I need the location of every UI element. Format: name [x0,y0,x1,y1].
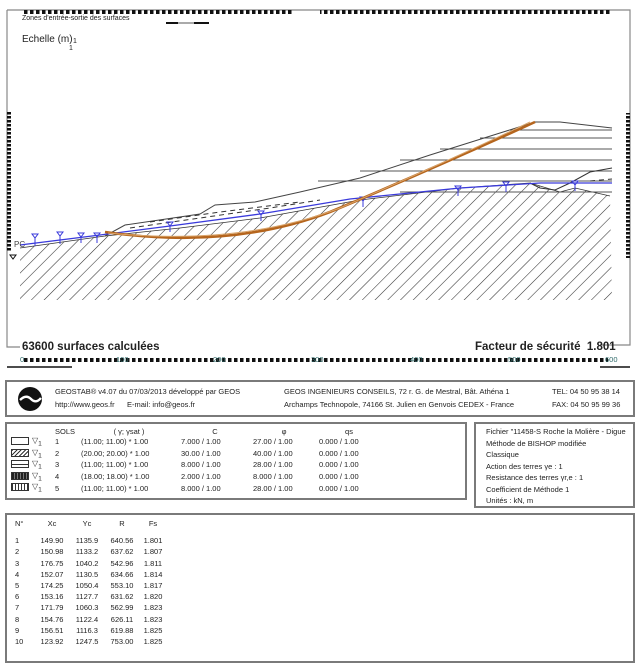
result-number: 9 [15,625,20,635]
reference-label: PC [14,240,26,249]
water-level-icon: $▽_1$ [32,470,42,483]
result-yc: 1122.4 [75,614,99,624]
result-fs: 1.823 [143,614,163,624]
result-radius: 640.56 [110,536,134,546]
soil-phi: 28.00 / 1.00 [253,460,293,470]
info-line: Resistance des terres γr,e : 1 [486,473,584,482]
result-xc: 152.07 [40,569,64,579]
water-level-icon: $▽_1$ [32,459,42,471]
info-line: Fichier "11458-S Roche la Molière - Digue [486,427,626,436]
result-xc: 123.92 [40,636,64,646]
soil-legend [11,459,55,471]
col-c: C [212,426,218,436]
result-radius: 626.11 [110,614,134,624]
result-row [15,602,167,613]
x-tick-500: 500 [508,355,521,364]
legend-entry-exit-label: Zones d'entrée-sortie des surfaces [22,15,130,22]
result-number: 8 [15,614,20,624]
soil-pattern-swatch [11,449,29,457]
soil-gamma: (11.00; 11.00) * 1.00 [81,460,149,470]
info-line: Unités : kN, m [486,496,534,505]
reference-marker-icon [10,255,16,259]
soil-row [11,459,383,471]
result-row [15,535,167,546]
result-fs: 1.823 [143,603,163,613]
left-ruler [7,112,11,252]
result-xc: 154.76 [40,614,64,624]
x-tick-200: 200 [213,355,226,364]
soil-legend [11,448,55,460]
result-xc: 171.79 [40,603,64,613]
result-row [15,625,167,636]
result-xc: 150.98 [40,547,64,557]
result-number: 10 [15,636,24,646]
soil-id: 3 [55,460,60,470]
info-line: Classique [486,450,519,459]
soil-cohesion: 2.000 / 1.00 [181,472,221,482]
right-ruler [626,113,630,258]
soil-qs: 0.000 / 1.00 [319,472,359,482]
result-radius: 631.62 [110,592,134,602]
soil-cohesion: 30.00 / 1.00 [181,448,221,458]
soil-pattern-swatch [11,437,29,445]
col-xc: Xc [47,519,57,529]
info-line: Méthode de BISHOP modifiée [486,438,587,448]
result-yc: 1130.5 [75,569,99,579]
soil-row [11,448,383,460]
soil-pattern-swatch [11,460,29,468]
x-tick-100: 100 [116,355,129,364]
soil-qs: 0.000 / 1.00 [319,483,359,493]
soil-gamma: (11.00; 11.00) * 1.00 [81,437,149,447]
result-fs: 1.825 [143,636,163,646]
soil-id: 5 [55,483,60,493]
company-address: Archamps Technopole, 74166 St. Julien en Genvois CEDEX - France [284,400,514,409]
results-table-box [5,513,635,663]
calculation-info-box [474,422,635,508]
geos-logo-icon [17,386,43,412]
x-tick-600: 600 [605,355,618,364]
result-row [15,636,167,647]
result-xc: 174.25 [40,581,64,591]
result-number: 5 [15,581,20,591]
result-number: 2 [15,547,20,557]
col-gamma: ( γ; γsat ) [113,426,145,436]
soil-gamma: (20.00; 20.00) * 1.00 [81,448,150,458]
col-yc: Yc [82,519,92,529]
software-version: GEOSTAB® v4.07 du 07/03/2013 développé par GEOS [55,387,241,396]
result-yc: 1040.2 [75,558,99,568]
soils-table [11,426,383,494]
info-lines [486,426,626,507]
soils-table-box [5,422,467,500]
soil-id: 4 [55,472,60,482]
result-fs: 1.807 [143,547,163,557]
company-name: GEOS INGENIEURS CONSEILS, 72 r. G. de Mestral, Bât. Athéna 1 [284,387,510,396]
safety-factor-value: 1.801 [586,341,616,353]
soil-legend [11,482,55,494]
result-row [15,580,167,591]
result-number: 3 [15,558,20,568]
soil-phi: 28.00 / 1.00 [253,483,293,493]
result-radius: 619.88 [110,625,134,635]
soil-legend [11,471,55,483]
soil-gamma: (11.00; 11.00) * 1.00 [81,483,149,493]
soil-qs: 0.000 / 1.00 [319,448,359,458]
soil-phi: 8.000 / 1.00 [253,472,293,482]
x-tick-300: 300 [311,355,324,364]
result-yc: 1050.4 [75,581,99,591]
result-xc: 176.75 [40,558,64,568]
soil-cohesion: 8.000 / 1.00 [181,460,221,470]
result-fs: 1.801 [143,536,163,546]
soil-phi: 27.00 / 1.00 [253,437,293,447]
soil-gamma: (18.00; 18.00) * 1.00 [81,472,150,482]
result-yc: 1135.9 [75,536,99,546]
results-header-row [15,518,167,529]
result-radius: 634.66 [110,569,134,579]
soil-pattern-swatch [11,483,29,491]
soil-row [11,436,383,448]
soil-cohesion: 8.000 / 1.00 [181,483,221,493]
x-tick-400: 400 [410,355,423,364]
x-tick-0: 0 [20,355,25,364]
surfaces-count: 63600 surfaces calculées [22,341,160,353]
scale-value-h: 1 [69,45,73,52]
result-yc: 1133.2 [75,547,99,557]
col-phi: φ [281,426,287,436]
col-fs: Fs [148,519,158,529]
result-row [15,614,167,625]
soil-qs: 0.000 / 1.00 [319,437,359,447]
result-radius: 553.10 [110,581,134,591]
result-fs: 1.814 [143,569,163,579]
result-yc: 1060.3 [75,603,99,613]
result-radius: 637.62 [110,547,134,557]
info-line: Action des terres γe : 1 [486,461,563,471]
website-link[interactable]: http://www.geos.fr [55,400,115,409]
soil-phi: 40.00 / 1.00 [253,448,293,458]
fax: FAX: 04 50 95 99 36 [552,400,621,409]
scale-label: Echelle (m) [22,34,73,45]
safety-factor-label: Facteur de sécurité [475,341,581,353]
water-level-icon: $▽_1$ [32,482,42,494]
result-xc: 153.16 [40,592,64,602]
email-link[interactable]: E-mail: info@geos.fr [127,400,196,409]
result-yc: 1247.5 [75,636,99,646]
soil-layer-2-bedrock [20,183,612,300]
col-r: R [119,519,125,529]
result-radius: 542.96 [110,558,134,568]
result-row [15,558,167,569]
result-fs: 1.825 [143,625,163,635]
top-ruler-right [320,10,610,14]
soil-row [11,482,383,494]
col-qs: qs [345,426,353,436]
result-radius: 753.00 [110,636,134,646]
results-table [15,518,167,647]
result-fs: 1.820 [143,592,163,602]
result-row [15,569,167,580]
result-radius: 562.99 [110,603,134,613]
result-number: 7 [15,603,20,613]
soil-pattern-swatch [11,472,29,480]
soils-header-row [11,426,383,436]
result-row [15,591,167,602]
col-sols: SOLS [55,426,76,436]
telephone: TEL: 04 50 95 38 14 [552,387,620,396]
soil-id: 1 [55,437,60,447]
result-xc: 149.90 [40,536,64,546]
result-number: 1 [15,536,20,546]
water-level-icon: $▽_1$ [32,447,42,460]
water-level-icon: $▽_1$ [32,436,42,448]
soil-qs: 0.000 / 1.00 [319,460,359,470]
col-n: N° [15,519,24,529]
result-fs: 1.817 [143,581,163,591]
result-fs: 1.811 [143,558,163,568]
info-line: Coefficient de Méthode 1 [486,484,570,494]
safety-factor-display [475,341,616,353]
scale-value-v: 1 [73,38,77,45]
soil-id: 2 [55,448,60,458]
soil-row [11,471,383,483]
software-header-box [5,380,635,417]
result-number: 6 [15,592,20,602]
result-yc: 1116.3 [76,625,98,635]
soil-cohesion: 7.000 / 1.00 [181,437,221,447]
soil-legend [11,436,55,448]
result-number: 4 [15,569,20,579]
result-yc: 1127.7 [75,592,99,602]
result-row [15,546,167,557]
result-xc: 156.51 [40,625,64,635]
